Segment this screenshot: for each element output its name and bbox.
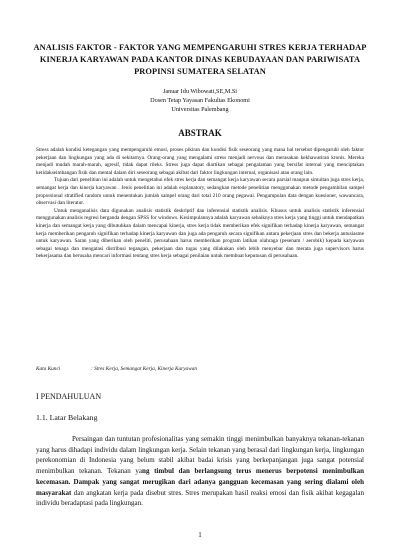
abstract-paragraph: Untuk menganalisis data digunakan analisis statistik deskriptif dan inferensial statistik analisis. Khusus untuk analisis statistik inferensial menggunakan analisis regresi berganda dengan SPSS for windows. Kesimpulannya adalah karyawan sebaiknya stres kerja yang tinggi untuk mendapatkan kinerja dan semangat kerja yang dibutuhkan dalam mencapai kinerja, stres kerja tidak memberikan efek signifikan terhadap kinerja karyawan, semangat kerja memberikan pengaruh signifikan terhadap kinerja karyawan dan juga ada pengaruh secara signifikan antara pekerjaan stres dan bekerja antusiasme untuk karyawan. Saran yang diberikan oleh peneliti, perusahaan harus memberikan program latihan olahraga (pesenam / aerobik) kepada karyawan sebagai tenaga dan mengatasi distribusi tegangan, pekerjaan dan tugas yang dilakukan oleh lebih menyebar dan merata juga supervisors harus bekerjasama dan berusaha mencari informasi tentang stres kerja sebagai penilaian untuk membuat keputusan di perusahaan. (36, 207, 364, 260)
body-paragraph (36, 434, 364, 509)
body-text-part2: dan angkatan kerja pada disebut stres. Stres merupakan hasil reaksi emosi dan fisik akibat kegagalan individu beradaptasi pada lingkungan. (36, 488, 364, 508)
body-text-bold: ng timbul dan berlangsung terus menerus berpotensi menimbulkan kecemasan. Dampak yang sangat merugikan dari adanya gangguan kecemasan yang sering dialami oleh masyarakat (36, 467, 364, 497)
abstract-paragraph: Stress adalah kondisi ketegangan yang mempengaruhi emosi, proses pikiran dan kondisi fisik seseorang yang mana hal tersebut dipengaruhi oleh faktor pekerjaan dan lingkungan yang ada di sekitarnya. Orang-orang yang mengalami stress menjadi nervous dan merasakan kekhawatiran kronis. Mereka menjadi mudah marah-marah, agresif, tidak dapat rileks. Stress juga dapat diartikan sebagai pengalaman yang bersifat internal yang menciptakan ketidakseimbangan fisik dan mental dalam diri seseorang sebagai akibat dari faktor lingkungan internal, organisasi atau orang lain. (36, 147, 364, 176)
abstract-body (36, 147, 364, 261)
page-number: 1 (198, 531, 202, 539)
keywords-label: Kata Kunci (36, 366, 61, 372)
author-name: Januar Idu Wibowati,SE,M.Si (162, 88, 238, 95)
abstract-paragraph: Tujuan dari penelitian ini adalah untuk mengetahui efek stres kerja dan semangat kerja karyawan secara parsial maupun simultan juga stres kerja, semangat kerja dan kinerja karyawan . Jenis penelitian ini adalah explanatory, sedangkan metode penelitian menggunakan metode pengambilan sampel proporsional stratified random untuk menentukan jumlah sampel orang dari total 210 orang pegawai. Pengumpulan data dengan kuesioner, wawancara, observasi dan literatur. (36, 177, 364, 207)
body-text-part1: Persaingan dan tuntutan profesionalitas yang semakin tinggi menimbulkan banyaknya tekanan-tekanan yang harus dihadapi individu dalam lingkungan kerja. Selain tekanan yang berasal dari lingkungan kerja, lingkungan perekonomian di Indonesia yang belum stabil akibat badai krisis yang berkepanjangan juga sangat potensial menimbulkan tekanan. Tekanan ya (36, 435, 364, 476)
abstract-heading: ABSTRAK (178, 128, 222, 138)
author-affiliation: Dosen Tetap Yayasan Fakultas Ekonomi (150, 97, 250, 104)
keywords-line (36, 366, 366, 372)
subsection-heading: 1.1. Latar Belakang (36, 413, 98, 422)
section-heading: I PENDAHULUAN (36, 392, 102, 401)
paper-title: ANALISIS FAKTOR - FAKTOR YANG MEMPENGARUHI STRES KERJA TERHADAP KINERJA KARYAWAN PADA KANTOR DINAS KEBUDAYAAN DAN PARIWISATA PROPINSI SUMATERA SELATAN (33, 43, 367, 76)
keywords-value: : Stres Kerja, Semangat Kerja, Kinerja Karyawan (91, 366, 198, 372)
author-university: Universitas Palembang (171, 106, 229, 113)
